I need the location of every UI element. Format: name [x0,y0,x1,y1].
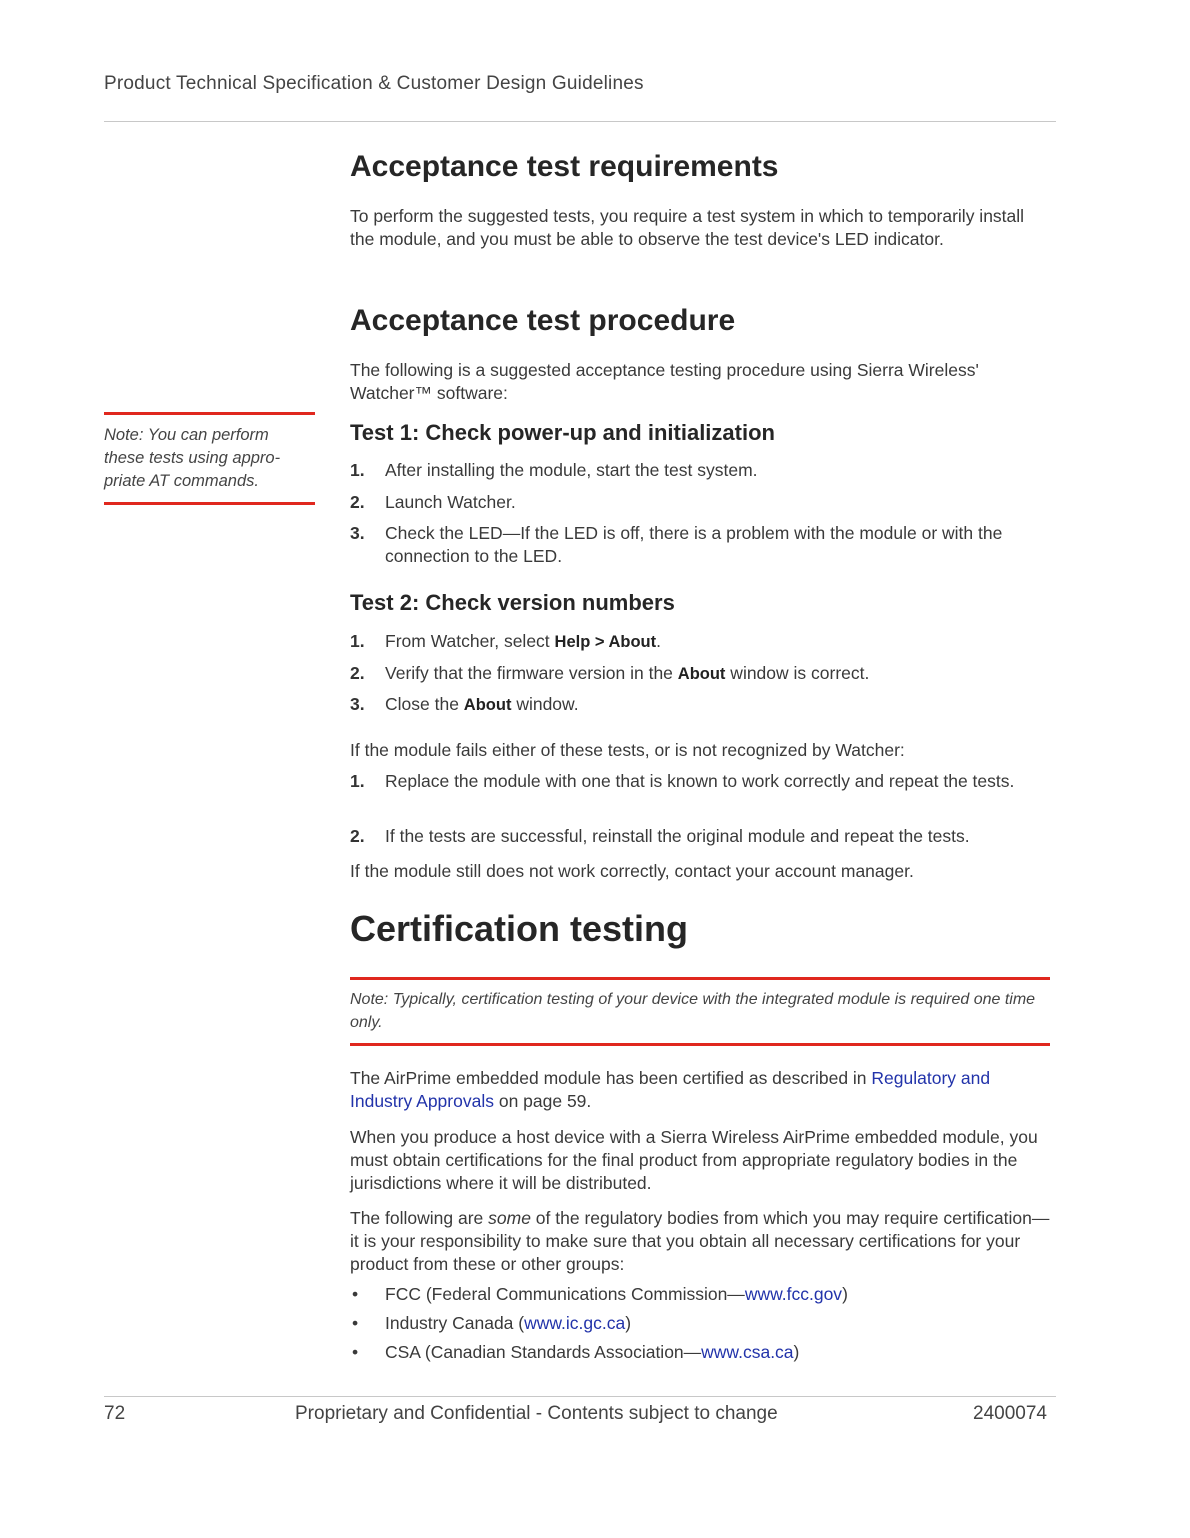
csa-link[interactable]: www.csa.ca [701,1342,794,1362]
step-text: If the tests are successful, reinstall the original module and repeat the tests. [385,826,970,846]
bullet-text: FCC (Federal Communications Commission—www.fcc.gov) [385,1284,848,1304]
step-text: Verify that the firmware version in the About window is correct. [385,663,870,683]
ui-label-about: About [677,665,726,683]
step-number: 2. [350,826,365,846]
bullet-text: CSA (Canadian Standards Association—www.csa.ca) [385,1342,800,1362]
document-id: 2400074 [973,1403,1047,1424]
requirements-paragraph: To perform the suggested tests, you require a test system in which to temporarily install the module, and you must be able to observe the test device's LED indicator. [350,206,1025,249]
footer-confidentiality: Proprietary and Confidential - Contents subject to change [295,1403,778,1424]
footer-divider [104,1396,1056,1397]
step-number: 3. [350,523,365,543]
bullet-icon: • [352,1313,359,1333]
side-note: Note: You can perform these tests using appro-priate AT commands. [104,426,281,490]
failure-intro: If the module fails either of these tests, or is not recognized by Watcher: [350,740,905,760]
note-top-rule [350,977,1050,980]
list-item [350,1341,1050,1364]
regulatory-approvals-link[interactable]: Regulatory and Industry Approvals [350,1068,991,1111]
step-text: Launch Watcher. [385,492,516,512]
list-item [350,630,1050,654]
list-item [350,1312,1050,1335]
header-divider [104,121,1056,122]
step-number: 1. [350,771,365,791]
step-text: Check the LED—If the LED is off, there is a problem with the module or with the connection to the LED. [385,523,1003,566]
heading-test-2: Test 2: Check version numbers [350,590,675,615]
step-number: 3. [350,694,365,714]
list-item [350,693,1050,717]
bullet-icon: • [352,1284,359,1304]
certification-paragraph-3: The following are some of the regulatory bodies from which you may require certification—it is your responsibility to make sure that you obtain all necessary certifications for your product from these or other groups: [350,1208,1050,1274]
certification-paragraph-1: The AirPrime embedded module has been certified as described in Regulatory and Industry Approvals on page 59. [350,1068,991,1111]
step-number: 2. [350,492,365,512]
procedure-paragraph: The following is a suggested acceptance testing procedure using Sierra Wireless' Watcher™ software: [350,360,979,403]
list-item [350,491,1050,514]
heading-certification-testing: Certification testing [350,908,689,949]
list-item [350,825,1050,848]
failure-outro: If the module still does not work correctly, contact your account manager. [350,861,914,881]
step-number: 1. [350,460,365,480]
side-note-top-rule [104,412,315,415]
heading-acceptance-procedure: Acceptance test procedure [350,304,736,337]
certification-note: Note: Typically, certification testing of your device with the integrated module is required one time only. [350,991,1036,1031]
step-text: After installing the module, start the test system. [385,460,758,480]
list-item [350,1283,1050,1306]
bullet-text: Industry Canada (www.ic.gc.ca) [385,1313,632,1333]
step-text: Replace the module with one that is known to work correctly and repeat the tests. [385,771,1015,791]
step-number: 1. [350,631,365,651]
list-item [350,662,1050,686]
step-text: From Watcher, select Help > About. [385,631,662,651]
industry-canada-link[interactable]: www.ic.gc.ca [524,1313,626,1333]
list-item [350,770,1050,793]
certification-paragraph-2: When you produce a host device with a Sierra Wireless AirPrime embedded module, you must obtain certifications for the final product from appropriate regulatory bodies in the jurisdictions where it will be distributed. [350,1127,1038,1193]
note-bottom-rule [350,1043,1050,1046]
heading-acceptance-requirements: Acceptance test requirements [350,150,779,183]
page-number: 72 [104,1403,126,1424]
heading-test-1: Test 1: Check power-up and initialization [350,420,775,445]
step-number: 2. [350,663,365,683]
fcc-link[interactable]: www.fcc.gov [744,1284,843,1304]
ui-label-help-about: Help > About [554,633,657,651]
list-item [350,459,1050,482]
bullet-icon: • [352,1342,359,1362]
ui-label-about: About [463,696,512,714]
running-header: Product Technical Specification & Customer Design Guidelines [104,73,644,94]
side-note-bottom-rule [104,502,315,505]
list-item [350,522,1050,568]
step-text: Close the About window. [385,694,579,714]
